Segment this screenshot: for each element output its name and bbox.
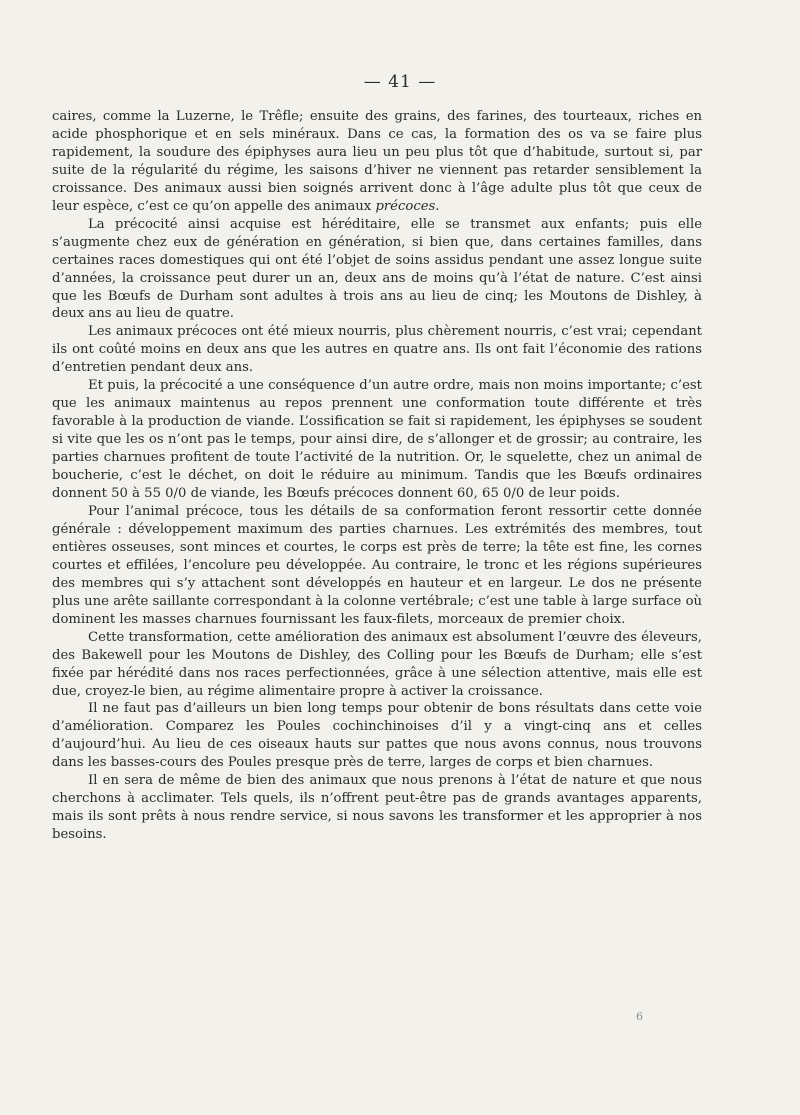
paragraph-6: Cette transformation, cette amélioration des animaux est absolument l’œuvre des éleveurs, des Bakewell pour les Moutons de Dishley, des Colling pour les Bœufs de Durham; elle s’est fixée par hérédité dans nos races perfectionnées, grâce à une sélection attentive, mais elle est due, croyez-le bien, au régime alimentaire propre à activer la croissance. — [52, 629, 702, 699]
paragraph-1-end: . — [435, 198, 440, 214]
paragraph-7: Il ne faut pas d’ailleurs un bien long temps pour obtenir de bons résultats dans cette voie d’amélioration. Comparez les Poules cochinchinoises d’il y a vingt-cinq ans et celles d’aujourd’hui. Au lieu de ces oiseaux hauts sur pattes que nous avons connus, nous trouvons dans les basses-cours des Poules presque près de terre, larges de corps et bien charnues. — [52, 701, 702, 771]
paragraph-3: Les animaux précoces ont été mieux nourris, plus chèrement nourris, c’est vrai; cependant ils ont coûté moins en deux ans que les autres en quatre ans. Ils ont fait l’économie des rations d’entretien pendant deux ans. — [52, 324, 702, 376]
printer-signature-mark: 6 — [636, 1010, 643, 1023]
paragraph-1 — [52, 108, 702, 216]
paragraph-2: La précocité ainsi acquise est héréditaire, elle se transmet aux enfants; puis elle s’augmente chez eux de génération en génération, si bien que, dans certaines familles, dans certaines races domestiques qui ont été l’objet de soins assidus pendant une assez longue suite d’années, la croissance peut durer un an, deux ans de moins qu’à l’état de nature. C’est ainsi que les Bœufs de Durham sont adultes à trois ans au lieu de cinq; les Moutons de Dishley, à deux ans au lieu de quatre. — [52, 216, 702, 322]
paragraph-5: Pour l’animal précoce, tous les détails de sa conformation feront ressortir cette donnée générale : développement maximum des parties charnues. Les extrémités des membres, tout entières osseuses, sont minces et courtes, le corps est près de terre; la tête est fine, les cornes courtes et effilées, l’encolure peu développée. Au contraire, le tronc et les régions supérieures des membres qui s’y attachent sont développés en hauteur et en largeur. Le dos ne présente plus une arête saillante correspondant à la colonne vertébrale; c’est une table à large surface où dominent les masses charnues fournissant les faux-filets, morceaux de premier choix. — [52, 503, 702, 627]
paragraph-1-text: caires, comme la Luzerne, le Trêfle; ensuite des grains, des farines, des tourteaux, riches en acide phosphorique et en sels minéraux. Dans ce cas, la formation des os va se faire plus rapidement, la soudure des épiphyses aura lieu un peu plus tôt que d’habitude, surtout si, par suite de la régularité du régime, les saisons d’hiver ne viennent pas retarder sensiblement la croissance. Des animaux aussi bien soignés arrivent donc à l’âge adulte plus tôt que ceux de leur espèce, c’est ce qu’on appelle des animaux — [52, 109, 702, 214]
paragraph-4: Et puis, la précocité a une conséquence d’un autre ordre, mais non moins importante; c’est que les animaux maintenus au repos prennent une conformation toute différente et très favorable à la production de viande. L’ossification se fait si rapidement, les épiphyses se soudent si vite que les os n’ont pas le temps, pour ainsi dire, de s’allonger et de grossir; au contraire, les parties charnues profitent de toute l’activité de la nutrition. Or, le squelette, chez un animal de boucherie, c’est le déchet, on doit le réduire au minimum. Tandis que les Bœufs ordinaires donnent 50 à 55 0/0 de viande, les Bœufs précoces donnent 60, 65 0/0 de leur poids. — [52, 378, 702, 502]
paragraph-1-emphasis: précoces — [375, 198, 436, 214]
body-text — [52, 108, 702, 844]
page-number: — 41 — — [363, 72, 437, 92]
paragraph-8: Il en sera de même de bien des animaux que nous prenons à l’état de nature et que nous cherchons à acclimater. Tels quels, ils n’offrent peut-être pas de grands avantages apparents, mais ils sont prêts à nous rendre service, si nous savons les transformer et les approprier à nos besoins. — [52, 773, 702, 843]
